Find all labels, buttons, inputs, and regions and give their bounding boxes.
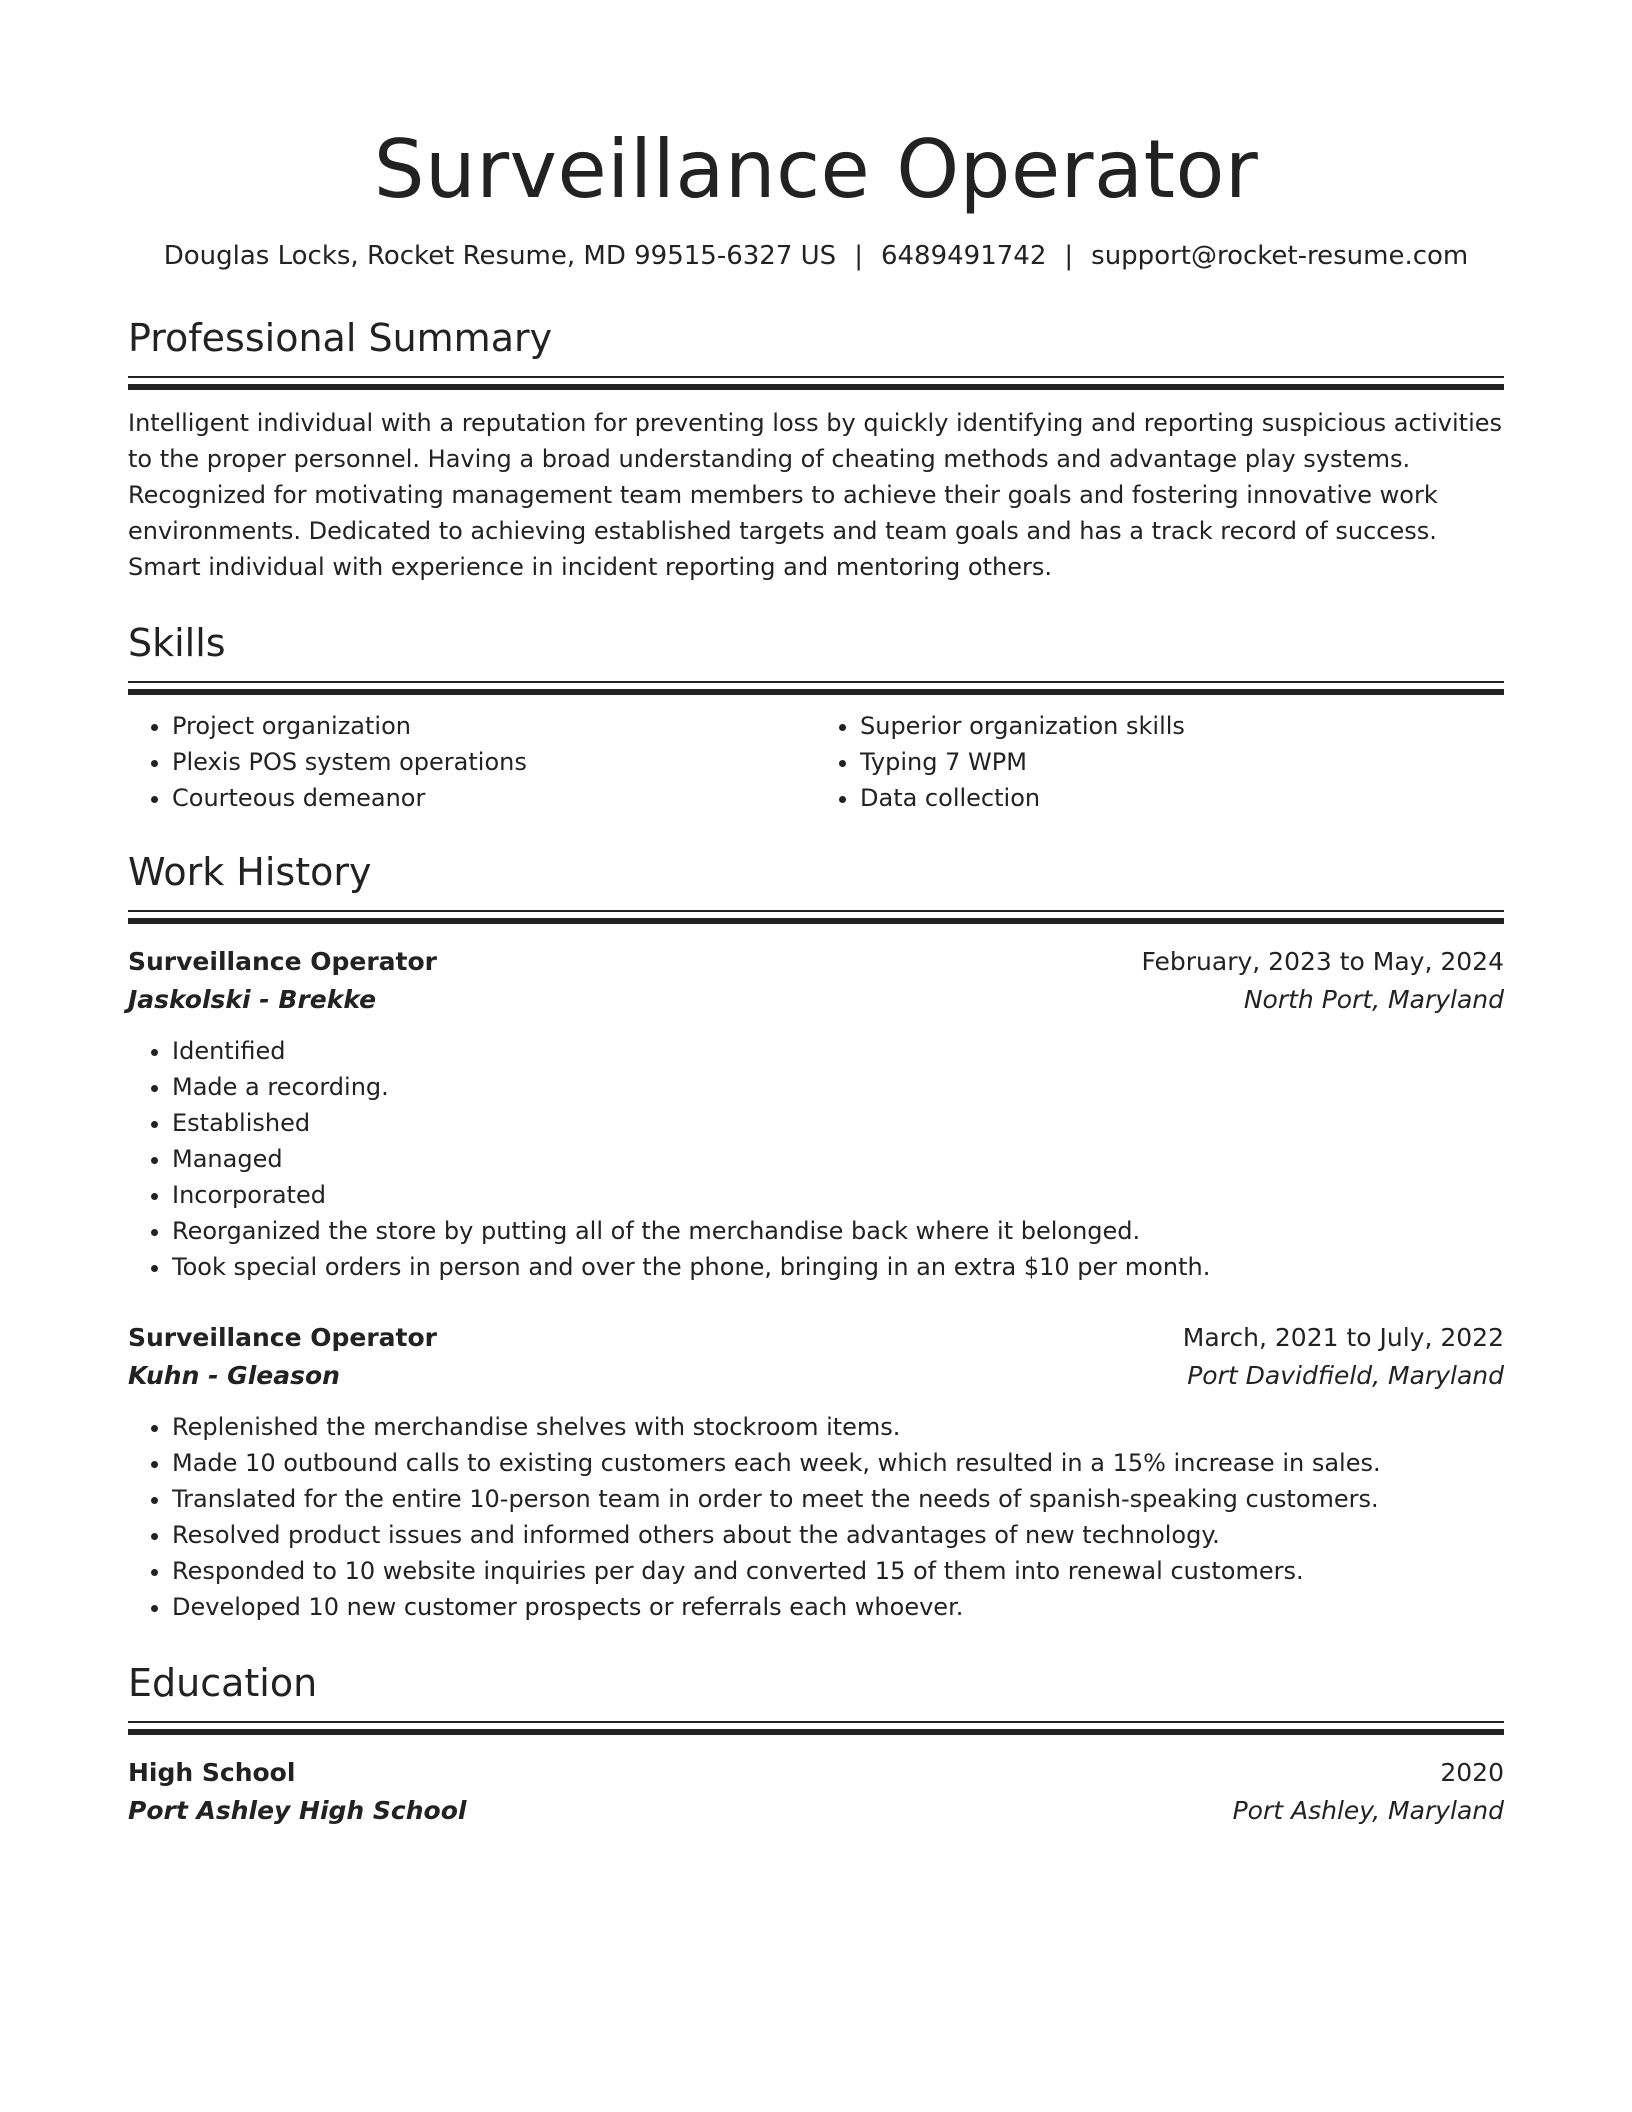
job-company: Kuhn - Gleason <box>128 1361 340 1390</box>
job-bullet: • Resolved product issues and informed others about the advantages of new technology. <box>172 1517 1504 1553</box>
skill-item: • Superior organization skills <box>860 708 1504 744</box>
job-title: Surveillance Operator <box>128 947 437 976</box>
job-header-row <box>128 1319 1504 1357</box>
contact-separator: | <box>854 241 863 271</box>
job-bullet: • Responded to 10 website inquiries per day and converted 15 of them into renewal customers. <box>172 1553 1504 1589</box>
contact-separator: | <box>1064 241 1074 271</box>
skill-item: • Typing 7 WPM <box>860 744 1504 780</box>
skill-item: • Data collection <box>860 780 1504 816</box>
job-bullet: • Established <box>172 1105 1504 1141</box>
resume-title: Surveillance Operator <box>373 123 1259 216</box>
job-dates: February, 2023 to May, 2024 <box>1141 947 1504 976</box>
job-entry <box>128 943 1504 1285</box>
education-entry <box>128 1754 1504 1830</box>
job-bullet: • Reorganized the store by putting all of the merchandise back where it belonged. <box>172 1213 1504 1249</box>
section-title-education: Education <box>128 1661 318 1705</box>
education-school-row <box>128 1792 1504 1830</box>
job-header-row <box>128 943 1504 981</box>
job-bullets <box>128 1033 1504 1285</box>
job-dates: March, 2021 to July, 2022 <box>1182 1323 1504 1352</box>
job-bullet: • Managed <box>172 1141 1504 1177</box>
section-title-work-history: Work History <box>128 850 372 894</box>
job-title: Surveillance Operator <box>128 1323 437 1352</box>
summary-text: Intelligent individual with a reputation for preventing loss by quickly identifying and reporting suspicious activities to the proper personnel. Having a broad understanding of cheating methods and advantage play systems. Recognized for motivating management team members to achieve their goals and fostering innovative work environments. Dedicated to achieving established targets and team goals and has a track record of success. Smart individual with experience in incident reporting and mentoring others. <box>128 409 1502 581</box>
job-bullet: • Made 10 outbound calls to existing customers each week, which resulted in a 15% increase in sales. <box>172 1445 1504 1481</box>
job-bullet: • Translated for the entire 10-person team in order to meet the needs of spanish-speaking customers. <box>172 1481 1504 1517</box>
section-divider <box>128 681 1504 696</box>
section-title-summary: Professional Summary <box>128 316 553 360</box>
skill-item: • Plexis POS system operations <box>172 744 816 780</box>
job-bullet: • Took special orders in person and over the phone, bringing in an extra $10 per month. <box>172 1249 1504 1285</box>
skills-list-right <box>816 708 1504 816</box>
skills-list-left <box>128 708 816 816</box>
job-bullets <box>128 1409 1504 1625</box>
job-bullet: • Developed 10 new customer prospects or referrals each whoever. <box>172 1589 1504 1625</box>
job-bullet: • Made a recording. <box>172 1069 1504 1105</box>
resume-page <box>128 118 1504 1830</box>
job-location: Port Davidfield, Maryland <box>1187 1361 1504 1390</box>
job-company-row <box>128 1357 1504 1395</box>
work-history-section <box>128 848 1504 1625</box>
skills-section <box>128 619 1504 816</box>
job-bullet: • Incorporated <box>172 1177 1504 1213</box>
job-bullet: • Identified <box>172 1033 1504 1069</box>
section-divider <box>128 376 1504 391</box>
contact-line <box>128 238 1504 274</box>
contact-phone: 6489491742 <box>880 241 1047 271</box>
job-location: North Port, Maryland <box>1243 985 1504 1014</box>
section-title-skills: Skills <box>128 621 226 665</box>
contact-address: Douglas Locks, Rocket Resume, MD 99515-6327 US <box>163 241 837 271</box>
contact-email: support@rocket-resume.com <box>1091 241 1469 271</box>
skill-item: • Courteous demeanor <box>172 780 816 816</box>
skill-item: • Project organization <box>172 708 816 744</box>
education-section <box>128 1659 1504 1830</box>
skills-columns <box>128 708 1504 816</box>
education-school: Port Ashley High School <box>128 1796 467 1825</box>
section-divider <box>128 910 1504 925</box>
section-divider <box>128 1721 1504 1736</box>
education-degree: High School <box>128 1758 296 1787</box>
education-location: Port Ashley, Maryland <box>1232 1796 1504 1825</box>
job-bullet: • Replenished the merchandise shelves with stockroom items. <box>172 1409 1504 1445</box>
summary-section <box>128 314 1504 585</box>
job-company-row <box>128 981 1504 1019</box>
job-company: Jaskolski - Brekke <box>128 985 377 1014</box>
education-header-row <box>128 1754 1504 1792</box>
job-entry <box>128 1319 1504 1625</box>
education-year: 2020 <box>1440 1758 1504 1787</box>
